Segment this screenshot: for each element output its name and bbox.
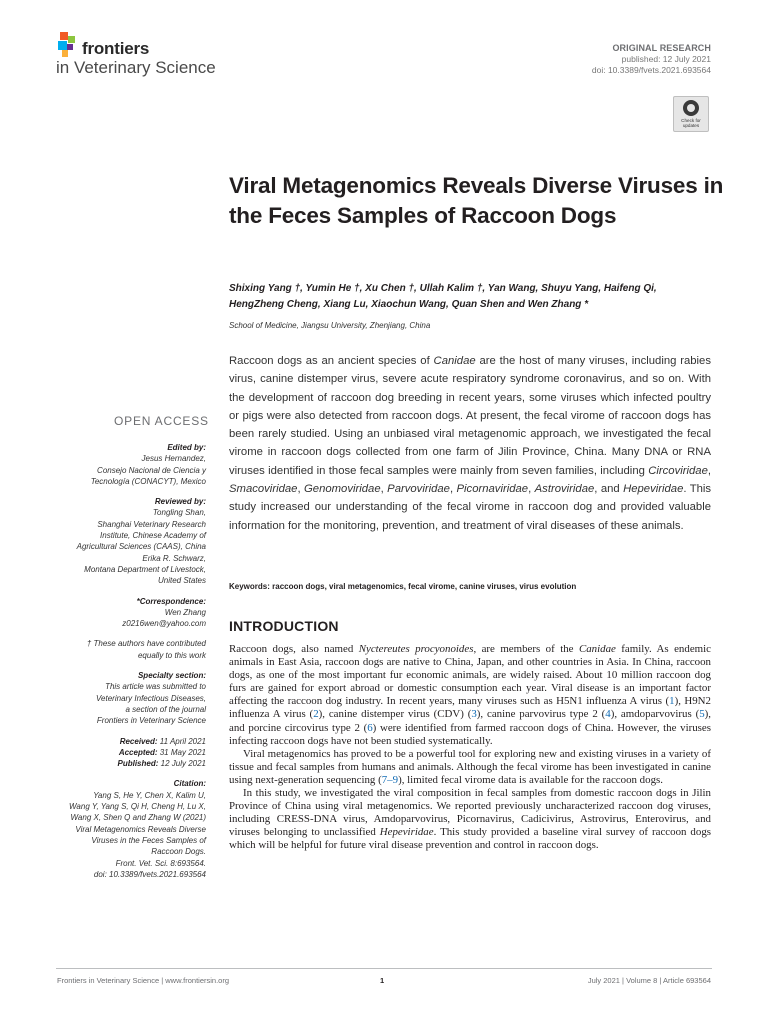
- article-info-sidebar: [69, 442, 206, 880]
- reference-link[interactable]: 5: [699, 708, 705, 721]
- footer-journal-link[interactable]: Frontiers in Veterinary Science | www.frontiersin.org: [57, 976, 230, 985]
- reviewed-by: Tongling Shan, Shanghai Veterinary Research Institute, Chinese Academy of Agricultural Sciences (CAAS), China Erika R. Schwarz, Montana Department of Livestock, United States: [76, 508, 206, 586]
- journal-name: in Veterinary Science: [56, 58, 216, 77]
- accepted-date: Accepted: 31 May 2021: [118, 747, 206, 757]
- check-updates-label-2: updates: [682, 123, 700, 128]
- author-list: [229, 281, 719, 312]
- correspondence-email[interactable]: z0216wen@yahoo.com: [122, 619, 206, 629]
- check-updates-label: Check for: [681, 118, 701, 123]
- keywords-value: raccoon dogs, viral metagenomics, fecal virome, canine viruses, virus evolution: [272, 582, 577, 591]
- citation-label: Citation:: [173, 779, 206, 789]
- article-type: ORIGINAL RESEARCH: [612, 43, 711, 53]
- article-doi[interactable]: doi: 10.3389/fvets.2021.693564: [591, 65, 711, 75]
- article-title: Viral Metagenomics Reveals Diverse Viruses in the Feces Samples of Raccoon Dogs: [229, 173, 724, 228]
- published-date: published: 12 July 2021: [621, 54, 711, 64]
- reference-link[interactable]: 2: [313, 708, 319, 721]
- reference-link[interactable]: 1: [669, 695, 675, 708]
- open-access-label: OPEN ACCESS: [114, 414, 209, 428]
- check-updates-icon: [683, 100, 699, 116]
- check-for-updates-button[interactable]: [673, 96, 709, 132]
- edited-by: Jesus Hernandez, Consejo Nacional de Ciencia y Tecnología (CONACYT), Mexico: [90, 454, 206, 486]
- edited-by-label: Edited by:: [167, 443, 206, 452]
- introduction-body: [229, 643, 711, 853]
- brand-name: frontiers: [82, 39, 150, 58]
- intro-paragraph-1: Raccoon dogs, also named Nyctereutes procyonoides, are members of the Canidae family. As endemic animals in East Asia, raccoon dogs are native to China, Japan, and other countries in Asia. In China, raccoon dogs, as one of the most important fur economic animals, are widely raised. About 10 million raccoon dog furs are gained for export abroad or domestic consumption each year. Viral disease is an important factor affecting the raccoon dog industry. In recent years, many viruses such as H5N1 influenza A virus (1), H9N2 influenza A virus (2), canine distemper virus (CDV) (3), canine parvovirus type 2 (4), amdoparvovirus (5), and porcine circovirus type 2 (6) were identified from farmed raccoon dogs of China. However, the viruses infecting raccoon dogs have not been studied systematically.: [229, 643, 712, 747]
- received-date: Received: 11 April 2021: [119, 736, 206, 746]
- published-date-sidebar: Published: 12 July 2021: [117, 759, 206, 769]
- abstract: Raccoon dogs as an ancient species of Canidae are the host of many viruses, including rabies virus, canine distemper virus, severe acute respiratory syndrome coronavirus, and so on. With the development of raccoon dog breeding in recent years, some viruses which infected poultry or pigs were also detected from raccoon dogs. At present, the fecal virome of raccoon dogs has been rarely studied. Using an unbiased viral metagenomic approach, we investigated the fecal virome in raccoon dogs collected from one farm of Jilin Province, China. Many DNA or RNA viruses identified in those fecal samples were mainly from seven families, including Circoviridae, Smacoviridae, Genomoviridae, Parvoviridae, Picornaviridae, Astroviridae, and Hepeviridae. This study increased our understanding of the fecal virome in raccoon dog and provided valuable information for the monitoring, prevention, and treatment of viral diseases of these animals.: [229, 355, 712, 532]
- footer-issue-info: July 2021 | Volume 8 | Article 693564: [587, 976, 711, 985]
- frontiers-logo-icon: [56, 32, 80, 58]
- specialty-section: This article was submitted to Veterinary Infectious Diseases, a section of the journal Frontiers in Veterinary Science: [96, 682, 206, 726]
- correspondence-label: *Correspondence:: [136, 596, 206, 606]
- author-line-2: HengZheng Cheng, Xiang Lu, Xiaochun Wang, Quan Shen and Wen Zhang *: [229, 298, 589, 310]
- citation-doi[interactable]: doi: 10.3389/fvets.2021.693564: [93, 869, 206, 879]
- equal-contribution-note: † These authors have contributed equally to this work: [86, 639, 206, 660]
- citation: Yang S, He Y, Chen X, Kalim U, Wang Y, Yang S, Qi H, Cheng H, Lu X, Wang X, Shen Q and Zhang W (2021) Viral Metagenomics Reveals Diverse Viruses in the Feces Samples of Raccoon Dogs. Front. Vet. Sci. 8:693564. doi: 10.3389/fvets.2021.693564: [69, 790, 206, 879]
- article-meta-header: [592, 43, 711, 76]
- affiliation: School of Medicine, Jiangsu University, Zhenjiang, China: [229, 321, 431, 330]
- footer-divider: [56, 968, 712, 969]
- correspondence: Wen Zhang z0216wen@yahoo.com: [69, 607, 206, 630]
- intro-paragraph-2: Viral metagenomics has proved to be a powerful tool for exploring new and existing viruses in a variety of tissue and fecal samples from humans and animals. Although the fecal virome has been investigated in canine using next-generation sequencing (7–9), limited fecal virome data is available for the raccoon dogs.: [229, 747, 711, 786]
- reference-link[interactable]: 3: [471, 708, 477, 721]
- reference-link[interactable]: 7–9: [381, 773, 399, 786]
- reference-link[interactable]: 6: [367, 721, 373, 734]
- reference-link[interactable]: 4: [605, 708, 611, 721]
- author-line-1: Shixing Yang †, Yumin He †, Xu Chen †, Ullah Kalim †, Yan Wang, Shuyu Yang, Haifeng Qi,: [229, 283, 657, 294]
- section-heading-introduction: INTRODUCTION: [229, 618, 339, 634]
- keywords: [229, 582, 576, 591]
- specialty-section-label: Specialty section:: [137, 671, 206, 681]
- reviewed-by-label: Reviewed by:: [154, 497, 206, 507]
- page-number: 1: [380, 976, 385, 985]
- keywords-label: Keywords:: [229, 582, 273, 591]
- intro-paragraph-3: In this study, we investigated the viral composition in fecal samples from domestic raccoon dogs in Jilin Province of China using viral metagenomics. We reported previously uncharacterized raccoon dog viruses, including CRESS-DNA virus, Amdoparvovirus, Picornavirus, Cadicivirus, Astrovirus, Enterovirus, and viruses belonging to unclassified Hepeviridae. This study provided a baseline viral survey of raccoon dogs which will be helpful for future viral disease prevention and control in raccoon dogs.: [229, 787, 711, 852]
